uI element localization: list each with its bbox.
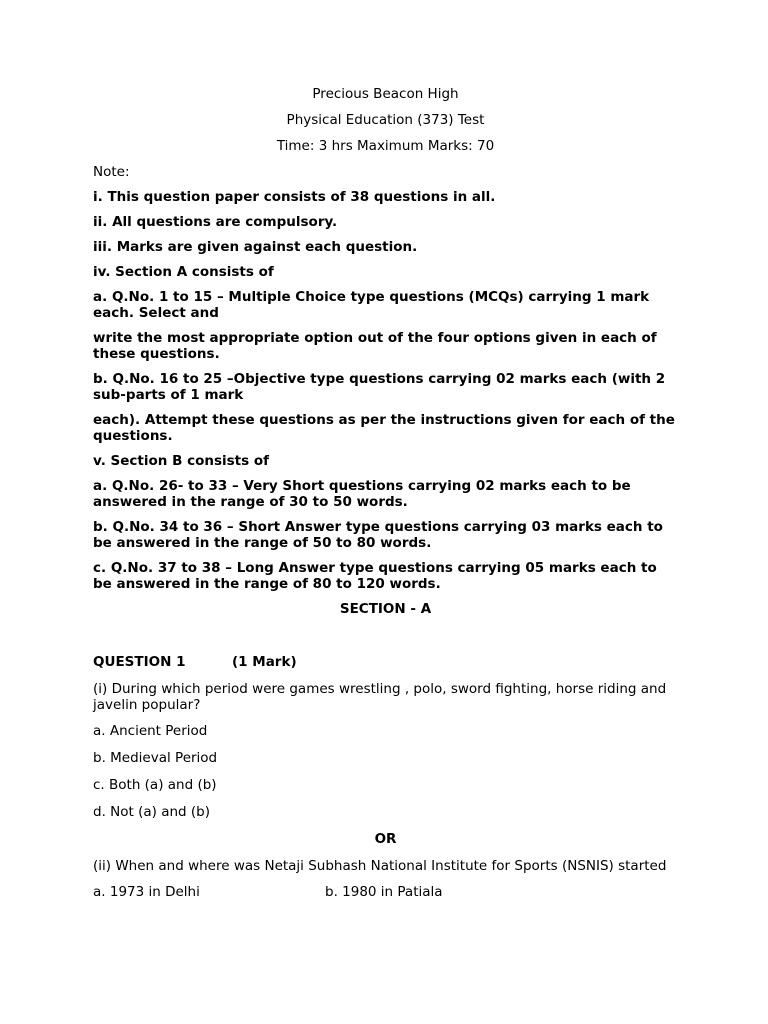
note-line: ii. All questions are compulsory.	[93, 214, 338, 230]
option-item: c. Both (a) and (b)	[93, 777, 217, 793]
or-separator: OR	[374, 831, 397, 847]
question-marks: (1 Mark)	[232, 654, 297, 670]
option-item: a. 1973 in Delhi	[93, 884, 200, 900]
note-line: write the most appropriate option out of the four options given in each of these questions.	[93, 330, 657, 362]
note-line: a. Q.No. 26- to 33 – Very Short questions carrying 02 marks each to be answered in the range of 30 to 50 words.	[93, 478, 631, 510]
question-part-ii: (ii) When and where was Netaji Subhash National Institute for Sports (NSNIS) started	[93, 858, 667, 874]
test-title: Physical Education (373) Test	[286, 112, 485, 128]
school-name: Precious Beacon High	[312, 86, 459, 102]
note-line: each). Attempt these questions as per the instructions given for each of the questions.	[93, 412, 675, 444]
option-item: a. Ancient Period	[93, 723, 208, 739]
option-item: b. Medieval Period	[93, 750, 218, 766]
note-line: iv. Section A consists of	[93, 264, 274, 280]
note-line: iii. Marks are given against each question.	[93, 239, 418, 255]
note-line: c. Q.No. 37 to 38 – Long Answer type questions carrying 05 marks each to be answered in the range of 80 to 120 words.	[93, 560, 657, 592]
note-line: i. This question paper consists of 38 questions in all.	[93, 189, 496, 205]
option-item: b. 1980 in Patiala	[325, 884, 443, 900]
question-title: QUESTION 1	[93, 654, 186, 670]
document-page	[93, 86, 678, 900]
question-part-i: (i) During which period were games wrestling , polo, sword fighting, horse riding and javelin popular?	[93, 681, 667, 713]
option-item: d. Not (a) and (b)	[93, 804, 210, 820]
options-row	[93, 884, 678, 900]
note-line: v. Section B consists of	[93, 453, 269, 469]
note-label: Note:	[93, 164, 130, 180]
note-line: b. Q.No. 16 to 25 –Objective type questions carrying 02 marks each (with 2 sub-parts of 1 mark	[93, 371, 666, 403]
question-header	[93, 654, 678, 670]
section-title: SECTION - A	[339, 601, 432, 617]
time-and-marks: Time: 3 hrs Maximum Marks: 70	[276, 138, 495, 154]
note-line: a. Q.No. 1 to 15 – Multiple Choice type questions (MCQs) carrying 1 mark each. Select and	[93, 289, 650, 321]
note-line: b. Q.No. 34 to 36 – Short Answer type questions carrying 03 marks each to be answered in the range of 50 to 80 words.	[93, 519, 663, 551]
